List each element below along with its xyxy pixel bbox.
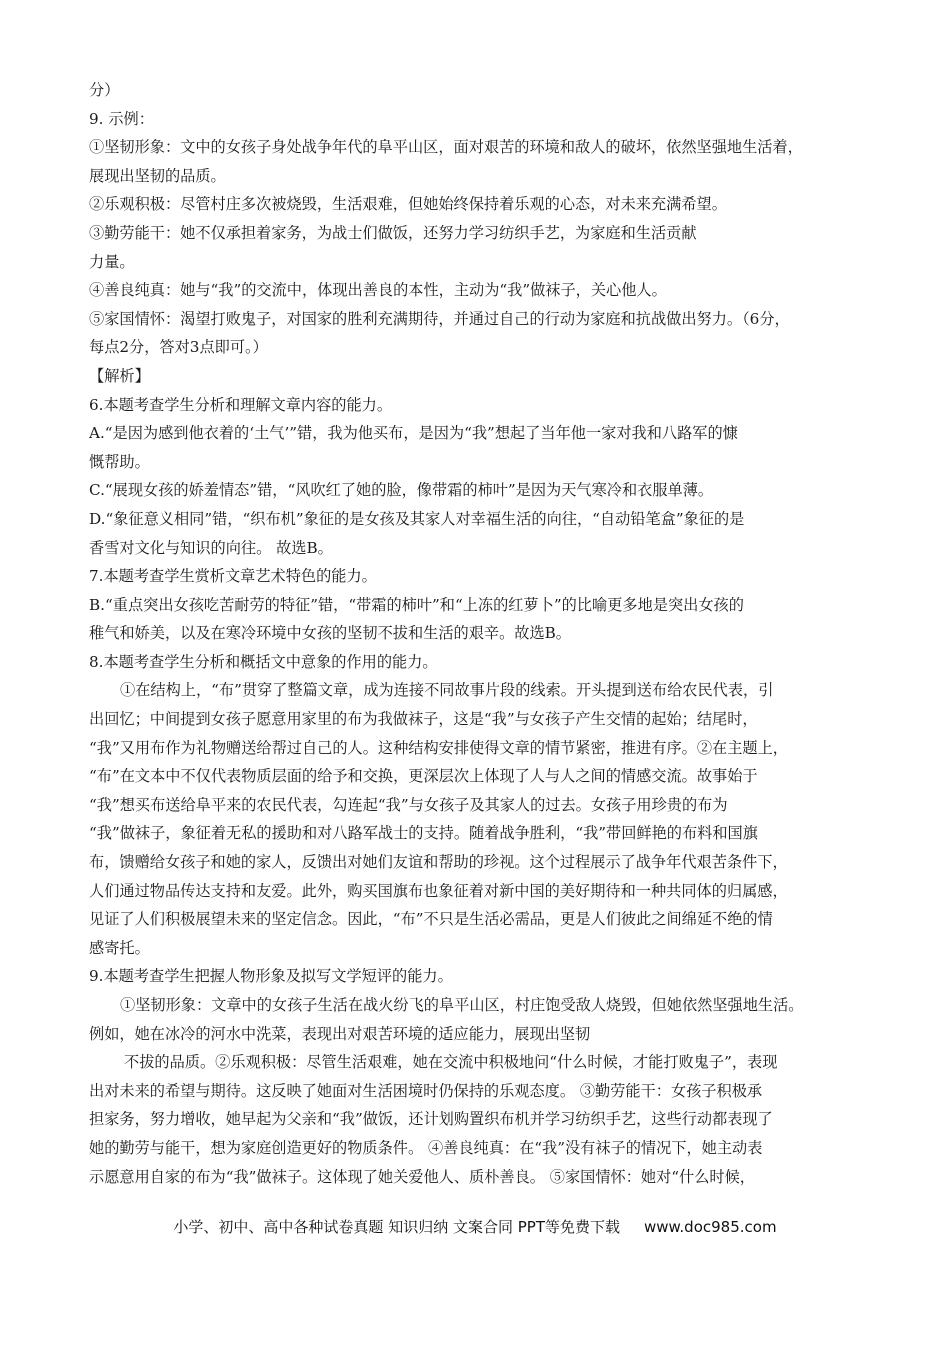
footer-text: 小学、初中、高中各种试卷真题 知识归纳 文案合同 PPT等免费下载 xyxy=(173,1218,620,1236)
text-line: 示愿意用自家的布为“我”做袜子。这体现了她关爱他人、质朴善良。 ⑤家国情怀：她对“什么时候， xyxy=(89,1167,755,1186)
text-line: B.“重点突出女孩吃苦耐劳的特征”错，“带霜的柿叶”和“上冻的红萝卜”的比喻更多地是突出女孩的 xyxy=(89,595,744,614)
text-line: 力量。 xyxy=(89,252,135,271)
text-line: A.“是因为感到他衣着的‘土气’”错，我为他买布，是因为“我”想起了当年他一家对我和八路军的慷 xyxy=(89,424,738,443)
text-line: C.“展现女孩的娇羞情态”错，“风吹红了她的脸，像带霜的柿叶”是因为天气寒冷和衣服单薄。 xyxy=(89,481,714,500)
text-line: “我”想买布送给阜平来的农民代表，勾连起“我”与女孩子及其家人的过去。女孩子用珍贵的布为 xyxy=(89,795,728,814)
text-line: ⑤家国情怀：渴望打败鬼子，对国家的胜利充满期待，并通过自己的行动为家庭和抗战做出努力。（6分， xyxy=(89,309,790,328)
text-line: 9.本题考查学生把握人物形象及拟写文学短评的能力。 xyxy=(89,967,453,986)
text-line: 担家务，努力增收，她早起为父亲和“我”做饭，还计划购置织布机并学习纺织手艺，这些行动都表现了 xyxy=(89,1110,773,1129)
text-line: “我”做袜子，象征着无私的援助和对八路军战士的支持。随着战争胜利，“我”带回鲜艳的布料和国旗 xyxy=(89,824,758,843)
text-line: 人们通过物品传达支持和友爱。此外，购买国旗布也象征着对新中国的美好期待和一种共同体的归属感， xyxy=(89,881,788,900)
text-line: 7.本题考查学生赏析文章艺术特色的能力。 xyxy=(89,567,377,586)
footer-url[interactable]: www.doc985.com xyxy=(643,1218,777,1236)
text-line: D.“象征意义相同”错，“织布机”象征的是女孩及其家人对幸福生活的向往，“自动铅笔盒”象征的是 xyxy=(89,509,745,528)
text-line: “布”在文本中不仅代表物质层面的给予和交换，更深层次上体现了人与人之间的情感交流。故事始于 xyxy=(89,767,758,786)
text-line: 感寄托。 xyxy=(89,938,150,957)
text-line: 见证了人们积极展望未来的坚定信念。因此，“布”不只是生活必需品，更是人们彼此之间绵延不绝的情 xyxy=(89,910,773,929)
section-heading: 【解析】 xyxy=(89,366,150,385)
text-line: 6.本题考查学生分析和理解文章内容的能力。 xyxy=(89,395,393,414)
text-line: ③勤劳能干：她不仅承担着家务，为战士们做饭，还努力学习纺织手艺，为家庭和生活贡献 xyxy=(89,223,697,242)
page-footer xyxy=(0,1216,950,1238)
text-line: 9. 示例： xyxy=(89,109,154,128)
text-line: 出回忆；中间提到女孩子愿意用家里的布为我做袜子，这是“我”与女孩子产生交情的起始；结尾时， xyxy=(89,710,758,729)
text-line: “我”又用布作为礼物赠送给帮过自己的人。这种结构安排使得文章的情节紧密，推进有序。②在主题上， xyxy=(89,738,788,757)
text-line: 布，馈赠给女孩子和她的家人，反馈出对她们友谊和帮助的珍视。这个过程展示了战争年代艰苦条件下， xyxy=(89,853,788,872)
text-line: 出对未来的希望与期待。这反映了她面对生活困境时仍保持的乐观态度。 ③勤劳能干：女孩子积极承 xyxy=(89,1081,763,1100)
text-line: ①坚韧形象：文中的女孩子身处战争年代的阜平山区，面对艰苦的环境和敌人的破坏，依然坚强地生活着， xyxy=(89,138,803,157)
text-line: ②乐观积极：尽管村庄多次被烧毁，生活艰难，但她始终保持着乐观的心态，对未来充满希望。 xyxy=(89,195,727,214)
text-line: ④善良纯真：她与“我”的交流中，体现出善良的本性，主动为“我”做袜子，关心他人。 xyxy=(89,281,667,300)
text-line: ①在结构上，“布”贯穿了整篇文章，成为连接不同故事片段的线索。开头提到送布给农民代表，引 xyxy=(120,681,774,700)
text-line: 不拔的品质。②乐观积极：尽管生活艰难，她在交流中积极地问“什么时候，才能打败鬼子”，表现 xyxy=(124,1053,778,1072)
text-line: 稚气和娇美，以及在寒冷环境中女孩的坚韧不拔和生活的艰辛。故选B。 xyxy=(89,624,571,643)
text-line: 例如，她在冰冷的河水中洗菜，表现出对艰苦环境的适应能力，展现出坚韧 xyxy=(89,1024,591,1043)
text-line: ①坚韧形象：文章中的女孩子生活在战火纷飞的阜平山区，村庄饱受敌人烧毁，但她依然坚强地生活。 xyxy=(120,996,804,1014)
document-body xyxy=(89,76,869,1191)
text-line: 慨帮助。 xyxy=(89,452,150,471)
text-line: 每点2分，答对3点即可。） xyxy=(89,338,268,357)
text-line: 她的勤劳与能干，想为家庭创造更好的物质条件。 ④善良纯真：在“我”没有袜子的情况下，她主动表 xyxy=(89,1138,763,1157)
text-line: 香雪对文化与知识的向往。 故选B。 xyxy=(89,538,333,557)
text-line: 展现出坚韧的品质。 xyxy=(89,166,226,185)
text-line: 分） xyxy=(89,81,120,99)
text-line: 8.本题考查学生分析和概括文中意象的作用的能力。 xyxy=(89,652,438,671)
